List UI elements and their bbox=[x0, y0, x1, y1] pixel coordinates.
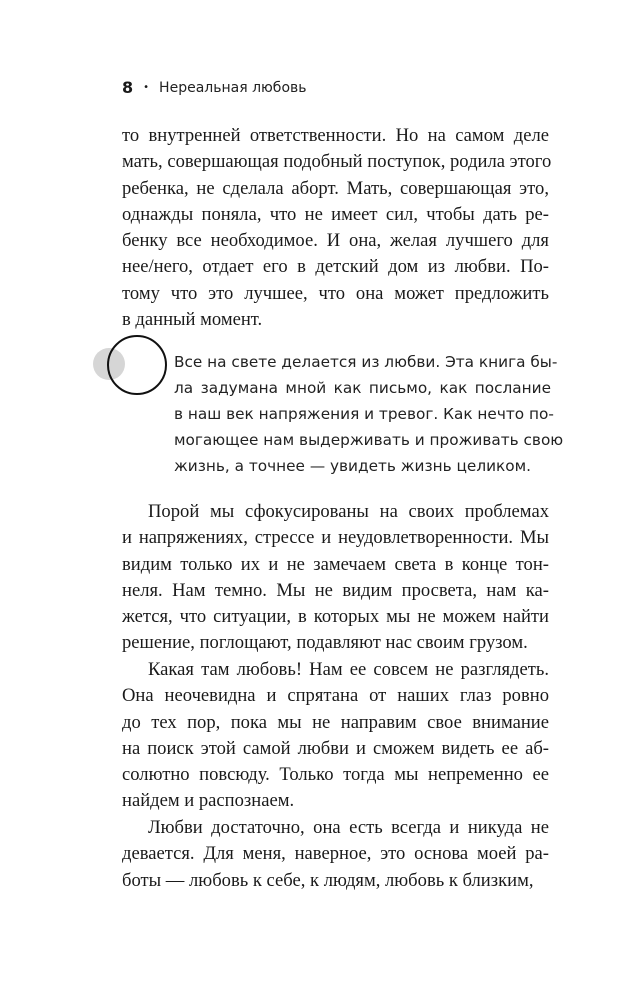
text-line: тому что это лучшее, что она может предложить bbox=[122, 282, 549, 304]
text-line: Порой мы сфокусированы на своих проблемах bbox=[148, 501, 549, 522]
text-line: Какая там любовь! Нам ее совсем не разглядеть. bbox=[148, 659, 549, 680]
paragraph-3-text bbox=[122, 657, 549, 815]
paragraph-1-text bbox=[122, 123, 552, 333]
paragraph-4-text bbox=[122, 815, 549, 894]
text-line: нее/него, отдает его в детский дом из любви. По- bbox=[122, 256, 549, 278]
text-line: жизнь, а точнее — увидеть жизнь целиком. bbox=[174, 457, 532, 476]
text-line: до тех пор, пока мы не направим свое внимание bbox=[122, 711, 549, 733]
text-line: Она неочевидна и спрятана от наших глаз ровно bbox=[122, 685, 549, 707]
text-line: то внутренней ответственности. Но на самом деле bbox=[122, 125, 549, 146]
text-line: Любви достаточно, она есть всегда и никуда не bbox=[148, 817, 549, 838]
text-line: и напряжениях, стрессе и неудовлетворенности. Мы bbox=[122, 527, 549, 549]
text-line: видим только их и не замечаем света в конце тон- bbox=[122, 553, 549, 575]
paragraph-2-text bbox=[122, 499, 549, 657]
text-line: девается. Для меня, наверное, это основа моей ра- bbox=[122, 843, 549, 865]
text-line: однажды поняла, что не имеет сил, чтобы дать ре- bbox=[122, 203, 549, 225]
text-line: мать, совершающая подобный поступок, родила этого bbox=[122, 151, 552, 173]
text-line: бенку все необходимое. И она, желая лучшего для bbox=[122, 230, 549, 252]
text-line: ла задумана мной как письмо, как послание bbox=[174, 379, 551, 398]
decorative-outline-circle bbox=[107, 335, 167, 395]
paragraph-1 bbox=[122, 123, 552, 333]
text-line: в данный момент. bbox=[122, 309, 263, 331]
text-line: на поиск этой самой любви и сможем видеть ее аб- bbox=[122, 737, 549, 759]
page-number: 8 bbox=[122, 78, 134, 97]
paragraph-3 bbox=[122, 657, 549, 815]
text-line: могающее нам выдерживать и проживать свою bbox=[174, 431, 564, 450]
running-title: Нереальная любовь bbox=[159, 79, 307, 96]
paragraph-2 bbox=[122, 499, 549, 657]
header-bullet: • bbox=[143, 82, 150, 93]
pull-quote bbox=[174, 349, 564, 479]
running-header bbox=[122, 78, 307, 97]
text-line: в наш век напряжения и тревог. Как нечто по- bbox=[174, 405, 554, 424]
text-line: боты — любовь к себе, к людям, любовь к близким, bbox=[122, 869, 534, 891]
text-line: жется, что ситуации, в которых мы не можем найти bbox=[122, 606, 549, 628]
text-line: неля. Нам темно. Мы не видим просвета, нам ка- bbox=[122, 579, 549, 601]
text-line: Все на свете делается из любви. Эта книга бы- bbox=[174, 353, 558, 371]
text-line: найдем и распознаем. bbox=[122, 790, 295, 812]
paragraph-4 bbox=[122, 815, 549, 894]
text-line: солютно повсюду. Только тогда мы непременно ее bbox=[122, 764, 549, 786]
text-line: ребенка, не сделала аборт. Мать, совершающая это, bbox=[122, 177, 549, 199]
text-line: решение, поглощают, подавляют нас своим грузом. bbox=[122, 632, 528, 654]
